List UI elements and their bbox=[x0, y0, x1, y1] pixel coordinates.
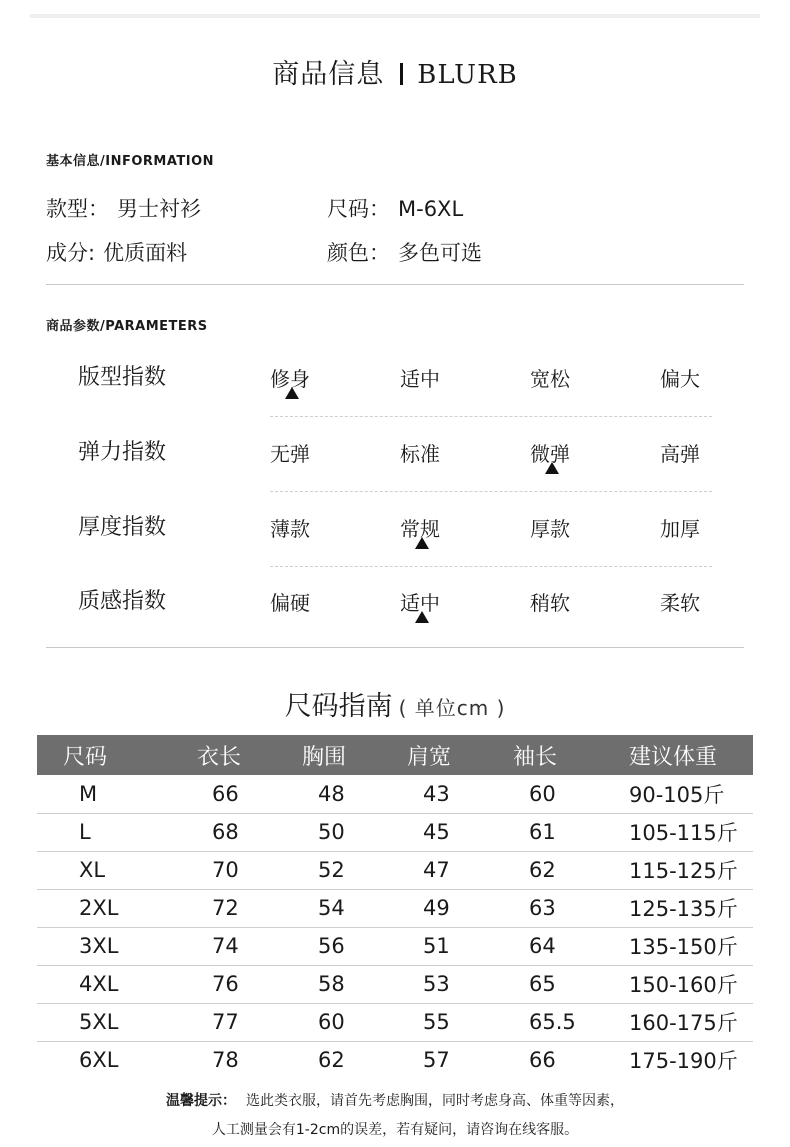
table-cell: 61 bbox=[485, 813, 597, 851]
param-dashed-divider bbox=[270, 566, 712, 567]
table-cell: 115-125斤 bbox=[597, 851, 753, 889]
table-cell: 64 bbox=[485, 927, 597, 965]
param-option: 薄款 bbox=[270, 517, 310, 541]
tip-label: 温馨提示： bbox=[166, 1093, 236, 1109]
param-row bbox=[0, 435, 790, 485]
selected-marker-icon bbox=[285, 387, 299, 399]
info-section-label: 基本信息/INFORMATION bbox=[46, 154, 215, 169]
color-value: 多色可选 bbox=[398, 241, 482, 265]
page-title-cn: 商品信息 bbox=[272, 59, 385, 90]
param-option: 无弹 bbox=[270, 442, 310, 466]
table-cell: 60 bbox=[485, 775, 597, 813]
table-row bbox=[37, 1041, 753, 1079]
table-cell: 78 bbox=[212, 1048, 239, 1073]
table-cell: 48 bbox=[274, 775, 379, 813]
size-value: M-6XL bbox=[398, 197, 464, 221]
param-name: 版型指数 bbox=[78, 365, 167, 390]
table-row bbox=[37, 851, 753, 889]
table-cell: 105-115斤 bbox=[597, 813, 753, 851]
page-title bbox=[0, 52, 790, 91]
top-divider bbox=[30, 14, 760, 18]
page-title-en: BLURB bbox=[417, 60, 518, 90]
tip-text-1: 选此类衣服，请首先考虑胸围，同时考虑身高、体重等因素， bbox=[246, 1093, 624, 1109]
size-table-header-cell: 尺码 bbox=[37, 735, 169, 775]
style-key: 款型： bbox=[46, 197, 109, 221]
param-option: 厚款 bbox=[530, 517, 570, 541]
table-cell: 43 bbox=[379, 775, 485, 813]
param-option: 修身 bbox=[270, 367, 310, 391]
selected-marker-icon bbox=[415, 611, 429, 623]
divider-info bbox=[46, 284, 744, 285]
table-cell: 125-135斤 bbox=[597, 889, 753, 927]
table-cell: 175-190斤 bbox=[629, 1049, 738, 1074]
param-option: 常规 bbox=[400, 517, 440, 541]
param-option: 标准 bbox=[400, 442, 440, 466]
param-option: 宽松 bbox=[530, 367, 570, 391]
table-cell: 49 bbox=[379, 889, 485, 927]
size-guide-heading: 尺码指南 bbox=[284, 691, 393, 722]
param-row bbox=[0, 510, 790, 560]
table-cell: 90-105斤 bbox=[597, 775, 753, 813]
param-option: 偏大 bbox=[660, 367, 700, 391]
table-cell: L bbox=[37, 813, 169, 851]
table-cell: 65 bbox=[485, 965, 597, 1003]
param-option: 稍软 bbox=[530, 591, 570, 615]
param-name: 质感指数 bbox=[78, 589, 167, 614]
table-cell: 6XL bbox=[79, 1048, 119, 1073]
tip-text-2: 人工测量会有1-2cm的误差，若有疑问，请咨询在线客服。 bbox=[211, 1122, 579, 1138]
size-table bbox=[37, 735, 753, 1079]
param-name: 厚度指数 bbox=[78, 515, 167, 540]
table-row bbox=[37, 965, 753, 1003]
table-cell: 150-160斤 bbox=[597, 965, 753, 1003]
tip-line-1 bbox=[0, 1090, 790, 1110]
size-info bbox=[327, 193, 463, 223]
param-row bbox=[0, 360, 790, 410]
table-row bbox=[37, 775, 753, 813]
size-table-header-cell: 袖长 bbox=[485, 735, 597, 775]
table-cell: 66 bbox=[169, 775, 274, 813]
table-cell: 74 bbox=[169, 927, 274, 965]
param-name: 弹力指数 bbox=[78, 440, 167, 465]
style-info bbox=[46, 193, 201, 223]
param-option: 微弹 bbox=[530, 442, 570, 466]
selected-marker-icon bbox=[545, 462, 559, 474]
size-guide-unit: ( 单位cm ) bbox=[398, 696, 506, 720]
color-key: 颜色： bbox=[327, 241, 390, 265]
table-cell: 57 bbox=[423, 1048, 450, 1073]
color-info bbox=[327, 237, 482, 267]
param-option: 高弹 bbox=[660, 442, 700, 466]
table-cell: 62 bbox=[318, 1048, 345, 1073]
table-cell: 5XL bbox=[37, 1003, 169, 1041]
style-value: 男士衬衫 bbox=[117, 197, 201, 221]
table-row bbox=[37, 927, 753, 965]
size-guide-title bbox=[0, 684, 790, 723]
table-cell: 76 bbox=[169, 965, 274, 1003]
size-table-header-cell: 建议体重 bbox=[597, 735, 753, 775]
size-table-header-cell: 胸围 bbox=[274, 735, 379, 775]
table-row bbox=[37, 1003, 753, 1041]
material-key: 成分: bbox=[46, 241, 96, 265]
table-cell: 135-150斤 bbox=[597, 927, 753, 965]
tip-line-2 bbox=[0, 1119, 790, 1139]
size-table-header-cell: 肩宽 bbox=[379, 735, 485, 775]
table-cell: 54 bbox=[274, 889, 379, 927]
table-cell: 3XL bbox=[37, 927, 169, 965]
table-cell: 52 bbox=[274, 851, 379, 889]
table-cell: 72 bbox=[169, 889, 274, 927]
table-cell: 50 bbox=[274, 813, 379, 851]
material-info bbox=[46, 237, 187, 267]
table-row bbox=[37, 889, 753, 927]
param-option: 加厚 bbox=[660, 517, 700, 541]
table-cell: 68 bbox=[169, 813, 274, 851]
table-cell: 66 bbox=[529, 1048, 556, 1073]
table-cell: 56 bbox=[274, 927, 379, 965]
table-cell: 63 bbox=[485, 889, 597, 927]
param-row bbox=[0, 584, 790, 634]
table-cell: 2XL bbox=[37, 889, 169, 927]
table-cell: 47 bbox=[379, 851, 485, 889]
table-cell: 51 bbox=[379, 927, 485, 965]
divider-params bbox=[46, 647, 744, 648]
table-cell: 4XL bbox=[37, 965, 169, 1003]
selected-marker-icon bbox=[415, 537, 429, 549]
table-cell: 70 bbox=[169, 851, 274, 889]
size-key: 尺码： bbox=[327, 197, 390, 221]
param-option: 柔软 bbox=[660, 591, 700, 615]
table-cell: 60 bbox=[274, 1003, 379, 1041]
size-table-header-cell: 衣长 bbox=[169, 735, 274, 775]
table-cell: 65.5 bbox=[485, 1003, 597, 1041]
table-cell: 160-175斤 bbox=[597, 1003, 753, 1041]
table-cell: 62 bbox=[485, 851, 597, 889]
title-separator bbox=[400, 63, 403, 85]
param-dashed-divider bbox=[270, 491, 712, 492]
parameters-section-label: 商品参数/PARAMETERS bbox=[46, 319, 208, 334]
table-cell: XL bbox=[37, 851, 169, 889]
table-cell: 58 bbox=[274, 965, 379, 1003]
param-option: 适中 bbox=[400, 367, 440, 391]
table-cell: 53 bbox=[379, 965, 485, 1003]
size-table-header bbox=[37, 735, 753, 775]
table-cell: 55 bbox=[379, 1003, 485, 1041]
table-row bbox=[37, 813, 753, 851]
param-dashed-divider bbox=[270, 416, 712, 417]
table-cell: 77 bbox=[169, 1003, 274, 1041]
param-option: 适中 bbox=[400, 591, 440, 615]
table-cell: 45 bbox=[379, 813, 485, 851]
material-value: 优质面料 bbox=[103, 241, 188, 265]
param-option: 偏硬 bbox=[270, 591, 310, 615]
table-cell: M bbox=[37, 775, 169, 813]
